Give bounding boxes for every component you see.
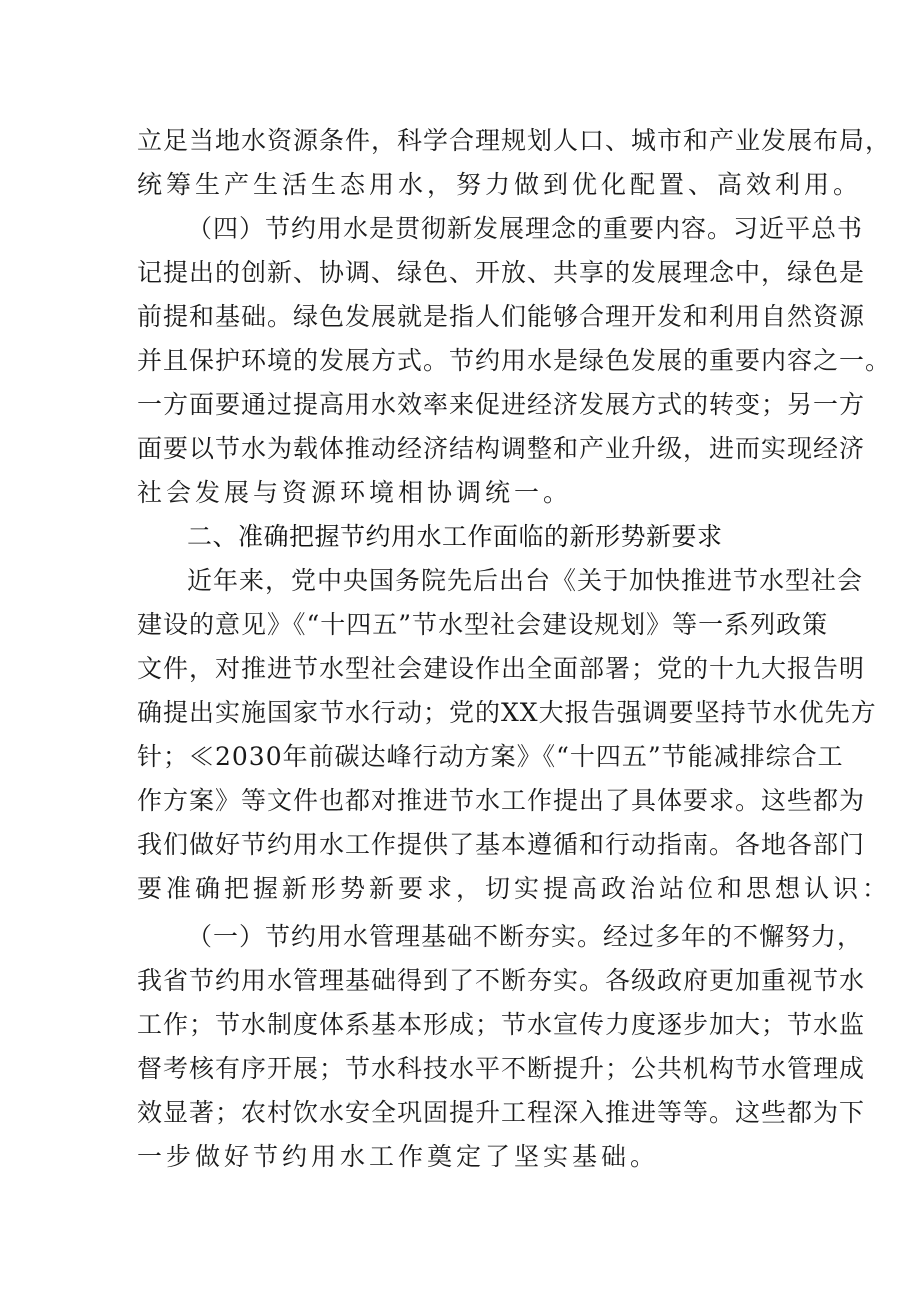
paragraph-line: 作方案》等文件也都对推进节水工作提出了具体要求。这些都为 — [137, 786, 866, 815]
paragraph-line: 前提和基础。绿色发展就是指人们能够合理开发和利用自然资源 — [137, 302, 866, 331]
paragraph-line: 要准确把握新形势新要求，切实提高政治站位和思想认识： — [137, 874, 892, 903]
paragraph-line: 建设的意见》《“十四五”节水型社会建设规划》等一系列政策 — [137, 610, 829, 639]
paragraph-line: （四）节约用水是贯彻新发展理念的重要内容。习近平总书 — [187, 214, 864, 243]
paragraph-line: 立足当地水资源条件，科学合理规划人口、城市和产业发展布局， — [137, 126, 892, 155]
paragraph-line: 一步做好节约用水工作奠定了坚实基础。 — [137, 1142, 660, 1171]
paragraph-line: 针；≪2030年前碳达峰行动方案》《“十四五”节能减排综合工 — [137, 742, 844, 771]
section-heading: 二、准确把握节约用水工作面临的新形势新要求 — [187, 522, 723, 551]
paragraph-line: 一方面要通过提高用水效率来促进经济发展方式的转变；另一方 — [137, 390, 866, 419]
paragraph-line: 确提出实施国家节水行动；党的XX大报告强调要坚持节水优先方 — [137, 698, 877, 727]
paragraph-line: 督考核有序开展；节水科技水平不断提升；公共机构节水管理成 — [137, 1054, 866, 1083]
paragraph-line: 社会发展与资源环境相协调统一。 — [137, 478, 573, 507]
paragraph-line: 记提出的创新、协调、绿色、开放、共享的发展理念中，绿色是 — [137, 258, 866, 287]
paragraph-line: 并且保护环境的发展方式。节约用水是绿色发展的重要内容之一。 — [137, 346, 892, 375]
paragraph-line: 工作；节水制度体系基本形成；节水宣传力度逐步加大；节水监 — [137, 1010, 866, 1039]
paragraph-line: 面要以节水为载体推动经济结构调整和产业升级，进而实现经济 — [137, 434, 866, 463]
paragraph-line: 统筹生产生活生态用水，努力做到优化配置、高效利用。 — [137, 170, 863, 199]
paragraph-line: 文件，对推进节水型社会建设作出全面部署；党的十九大报告明 — [137, 654, 866, 683]
paragraph-line: 我们做好节约用水工作提供了基本遵循和行动指南。各地各部门 — [137, 830, 866, 859]
paragraph-line: 我省节约用水管理基础得到了不断夯实。各级政府更加重视节水 — [137, 966, 866, 995]
paragraph-line: 近年来，党中央国务院先后出台《关于加快推进节水型社会 — [187, 566, 864, 595]
paragraph-line: （一）节约用水管理基础不断夯实。经过多年的不懈努力， — [187, 922, 864, 951]
paragraph-line: 效显著；农村饮水安全巩固提升工程深入推进等等。这些都为下 — [137, 1098, 866, 1127]
